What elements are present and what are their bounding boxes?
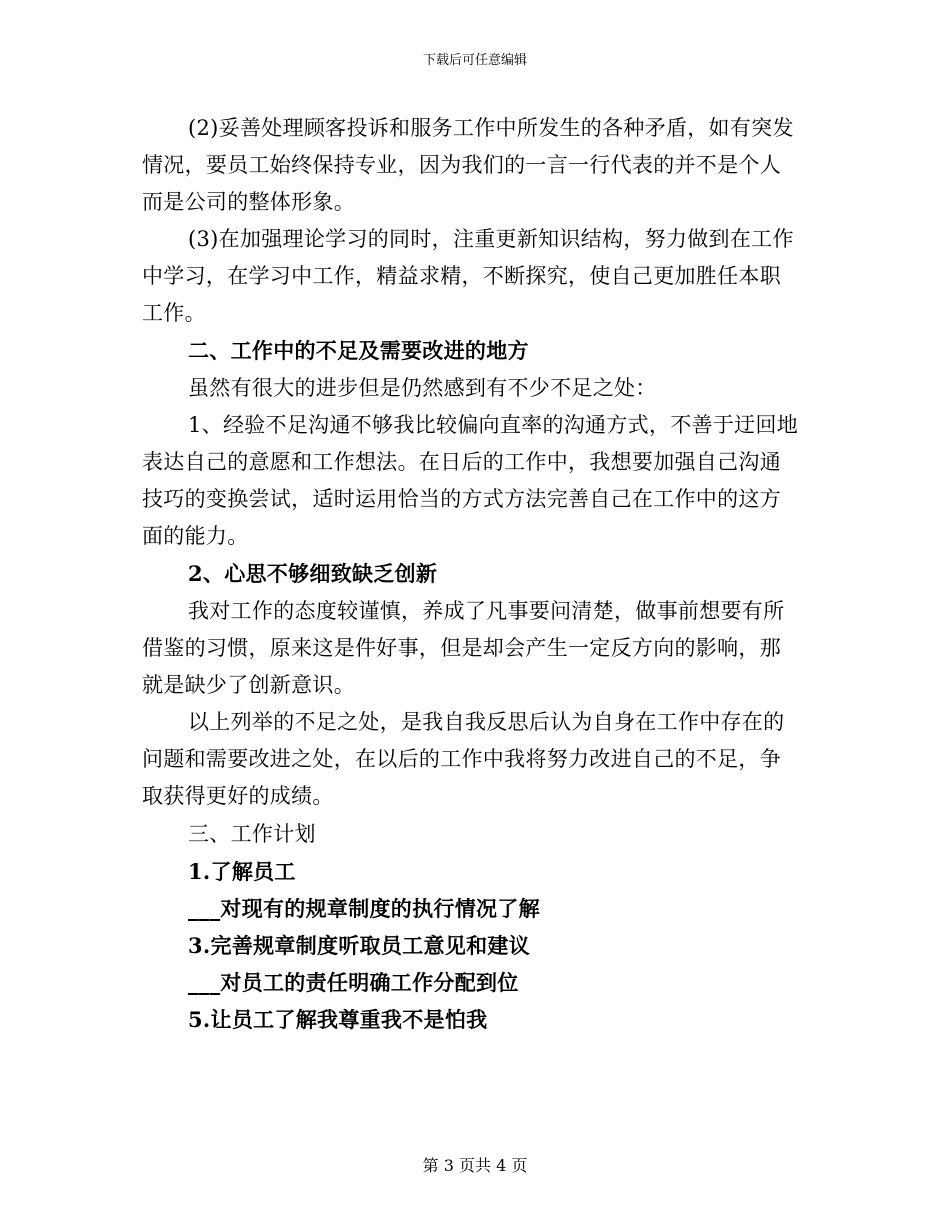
paragraph-line: 而是公司的整体形象。 [142, 190, 355, 214]
paragraph-line: (2)妥善处理顾客投诉和服务工作中所发生的各种矛盾，如有突发 [188, 116, 794, 140]
paragraph-line: 以上列举的不足之处，是我自我反思后认为自身在工作中存在的 [188, 710, 785, 734]
plan-item: 1.了解员工 [188, 859, 296, 884]
paragraph-line: 我对工作的态度较谨慎，养成了凡事要问清楚，做事前想要有所 [188, 599, 785, 623]
paragraph-line: 取获得更好的成绩。 [142, 784, 334, 808]
paragraph-line: 情况，要员工始终保持专业，因为我们的一言一行代表的并不是个人 [142, 153, 781, 177]
paragraph-line: 问题和需要改进之处，在以后的工作中我将努力改进自己的不足，争 [142, 747, 781, 771]
paragraph-line: 工作。 [142, 301, 206, 325]
paragraph-line: 面的能力。 [142, 524, 249, 548]
subsection-heading: 2、心思不够细致缺乏创新 [188, 561, 438, 586]
paragraph-line: 中学习，在学习中工作，精益求精，不断探究，使自己更加胜任本职 [142, 264, 781, 288]
paragraph-line: (3)在加强理论学习的同时，注重更新知识结构，努力做到在工作 [188, 227, 794, 251]
page-number: 第 3 页共 4 页 [422, 1156, 528, 1175]
plan-item: 3.完善规章制度听取员工意见和建议 [188, 933, 531, 958]
paragraph-line: 借鉴的习惯，原来这是件好事，但是却会产生一定反方向的影响，那 [142, 636, 781, 660]
plan-item: ___对员工的责任明确工作分配到位 [188, 970, 519, 995]
paragraph-line: 就是缺少了创新意识。 [142, 673, 355, 697]
plan-item: 5.让员工了解我尊重我不是怕我 [188, 1007, 488, 1032]
section-heading: 三、工作计划 [188, 822, 316, 846]
paragraph-line: 1、经验不足沟通不够我比较偏向直率的沟通方式，不善于迂回地 [188, 413, 799, 437]
paragraph-line: 技巧的变换尝试，适时运用恰当的方式方法完善自己在工作中的这方 [142, 487, 781, 511]
paragraph-line: 表达自己的意愿和工作想法。在日后的工作中，我想要加强自己沟通 [142, 450, 781, 474]
page-header: 下载后可任意编辑 [422, 53, 527, 68]
plan-item: ___对现有的规章制度的执行情况了解 [188, 896, 540, 921]
section-heading: 二、工作中的不足及需要改进的地方 [188, 338, 529, 363]
paragraph-line: 虽然有很大的进步但是仍然感到有不少不足之处： [188, 376, 657, 400]
